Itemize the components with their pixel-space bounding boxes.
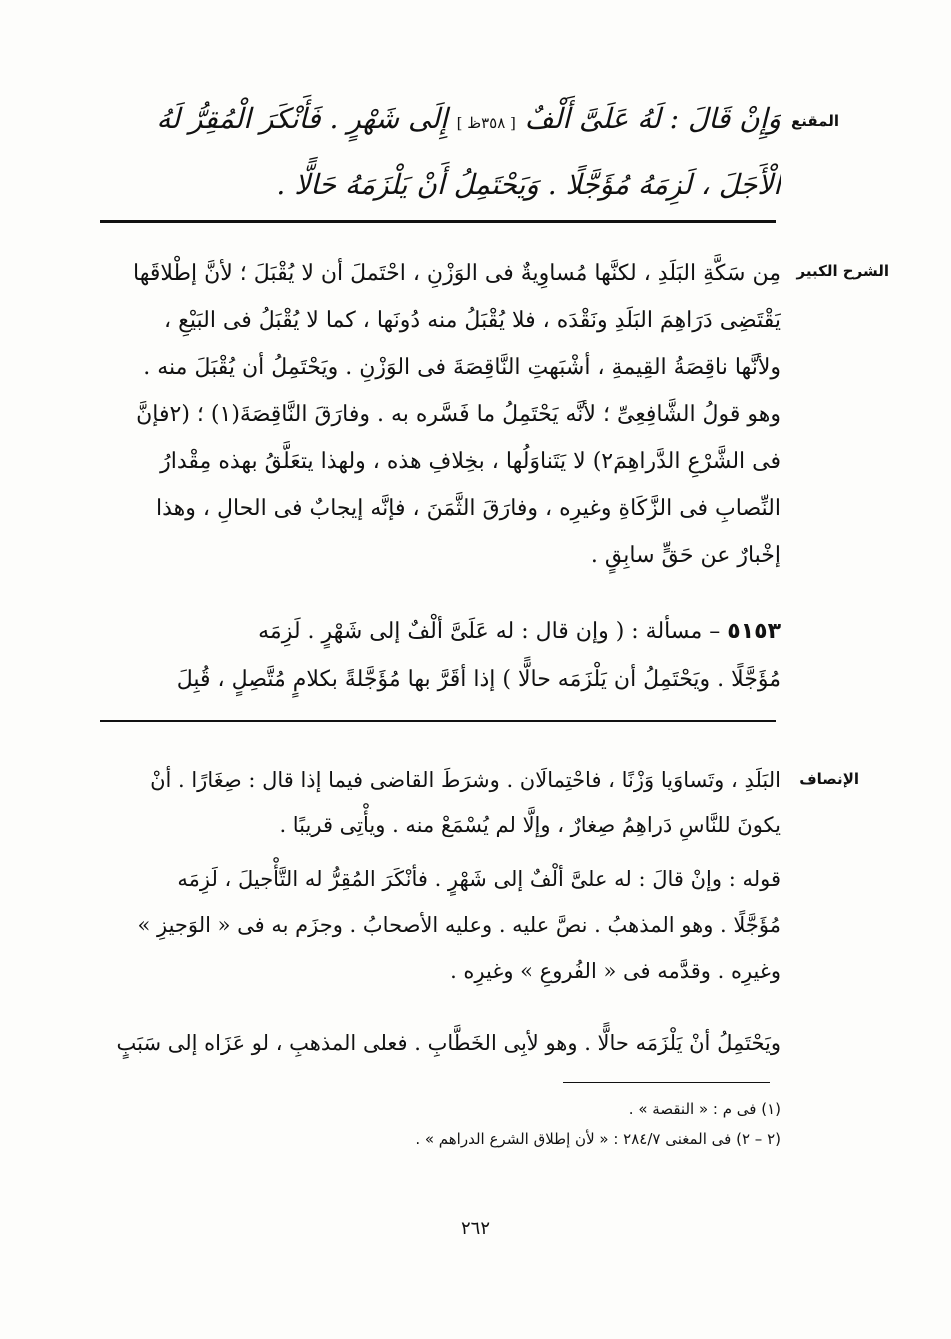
masala-number: ٥١٥٣ <box>727 619 781 644</box>
section-label-sharh: الشرح الكبير <box>796 262 889 280</box>
muqni-line-2: الْأَجَلَ ، لَزِمَهُ مُؤَجَّلًا . وَيَحْتَمِلُ أَنْ يَلْزَمَهُ حَالًّا . <box>276 168 781 201</box>
muqni-text <box>101 88 781 216</box>
section-divider-thick <box>100 220 776 223</box>
sharh-line: فى الشَّرْعِ الدَّراهِمَ٢) لا يَتَناوَلُها ، بخِلافِ هذه ، ولهذا يتعَلَّقُ بهذه مِقْدارُ <box>160 449 781 474</box>
insaf-paragraph-2 <box>101 856 781 994</box>
sharh-line: النِّصابِ فى الزَّكَاةِ وغيرِه ، وفارَقَ الثَّمَنَ ، فإنَّه إيجابٌ فى الحالِ ، وهذا <box>156 496 781 521</box>
footnote-divider <box>563 1082 770 1083</box>
muqni-line-1-b: إِلَى شَهْرٍ . فَأَنْكَرَ الْمُقِرُّ لَهُ <box>156 102 448 135</box>
manuscript-ref: [ ٣٥٨ظ ] <box>456 114 516 132</box>
masala-text <box>101 608 781 704</box>
sharh-line: يَقْتَضِى دَرَاهِمَ البَلَدِ ونَقْدَه ، فلا يُقْبَلُ منه دُونَها ، كما لا يُقْبَلُ فى البَيْعِ ، <box>164 308 781 333</box>
footnote-1: (١) فى م : « النقصة » . <box>628 1100 781 1118</box>
masala-line-1 <box>101 608 781 656</box>
masala-line-2: مُؤَجَّلًا . ويَحْتَمِلُ أن يَلْزَمَه حالًّا ) إذا أقَرَّ بها مُؤَجَّلةً بكلامٍ مُتَّصِلٍ ، قُبِلَ <box>176 667 781 692</box>
masala-line-1-rest: – مسألة : ( وإن قال : له عَلَىَّ ألْفٌ إلى شَهْرٍ . لَزِمَه <box>258 619 721 644</box>
insaf-line: ويَحْتَمِلُ أنْ يَلْزَمَه حالًّا . وهو لأبِى الخَطَّابِ . فعلى المذهبِ ، لو عَزَاه إلى سَبَبٍ <box>116 1031 781 1055</box>
sharh-line: مِن سَكَّةِ البَلَدِ ، لكنَّها مُساوِيةٌ فى الوَزْنِ ، احْتَملَ أن لا يُقْبَلَ ؛ لأنَّ إطْلاقَها <box>132 261 781 286</box>
insaf-line: وغيرِه . وقدَّمه فى « الفُروعِ » وغيرِه . <box>450 959 781 983</box>
insaf-paragraph-3 <box>101 1020 781 1066</box>
section-label-insaf: الإنصاف <box>799 770 859 788</box>
section-label-muqni: المقنع <box>791 112 839 130</box>
insaf-line: مُؤَجَّلًا . وهو المذهبُ . نصَّ عليه . وعليه الأصحابُ . وجزَم به فى « الوَجيزِ » <box>137 913 781 937</box>
sharh-line: إخْبارٌ عن حَقٍّ سابِقٍ . <box>590 543 781 568</box>
sharh-text <box>101 250 781 579</box>
footnote-2: (٢ – ٢) فى المغنى ٢٨٤/٧ : « لأن إطلاق الشرع الدراهم » . <box>415 1130 781 1148</box>
insaf-line: البَلَدِ ، وتَساوَيا وَزْنًا ، فاحْتِمالَان . وشرَطَ القاضى فيما إذا قال : صِغَارًا . أنْ <box>150 768 781 792</box>
muqni-line-1 <box>101 88 781 154</box>
section-divider-thin <box>100 720 776 722</box>
sharh-line: ولأنَّها ناقِصَةُ القِيمةِ ، أشْبَهتِ النَّاقِصَةَ فى الوَزْنِ . ويَحْتَمِلُ أن يُقْبَلَ منه . <box>143 355 781 380</box>
muqni-line-1-a: وَإِنْ قَالَ : لَهُ عَلَىَّ أَلْفٌ <box>524 102 781 135</box>
insaf-line: يكونَ للنَّاسِ دَراهِمُ صِغارٌ ، وإلَّا لم يُسْمَعْ منه . ويأْتِى قريبًا . <box>279 813 781 837</box>
page-number: ٢٦٢ <box>460 1218 490 1239</box>
insaf-line: قوله : وإنْ قالَ : له علىَّ ألْفٌ إلى شَهْرٍ . فأنْكَرَ المُقِرُّ له التَّأْجيلَ ، لَزِمَه <box>177 867 781 891</box>
sharh-line: وهو قولُ الشَّافِعِىِّ ؛ لأنَّه يَحْتَمِلُ ما فَسَّره به . وفارَقَ النَّاقِصَةَ(١) ؛ (٢فإنَّ <box>136 402 781 427</box>
insaf-paragraph-1 <box>101 758 781 848</box>
